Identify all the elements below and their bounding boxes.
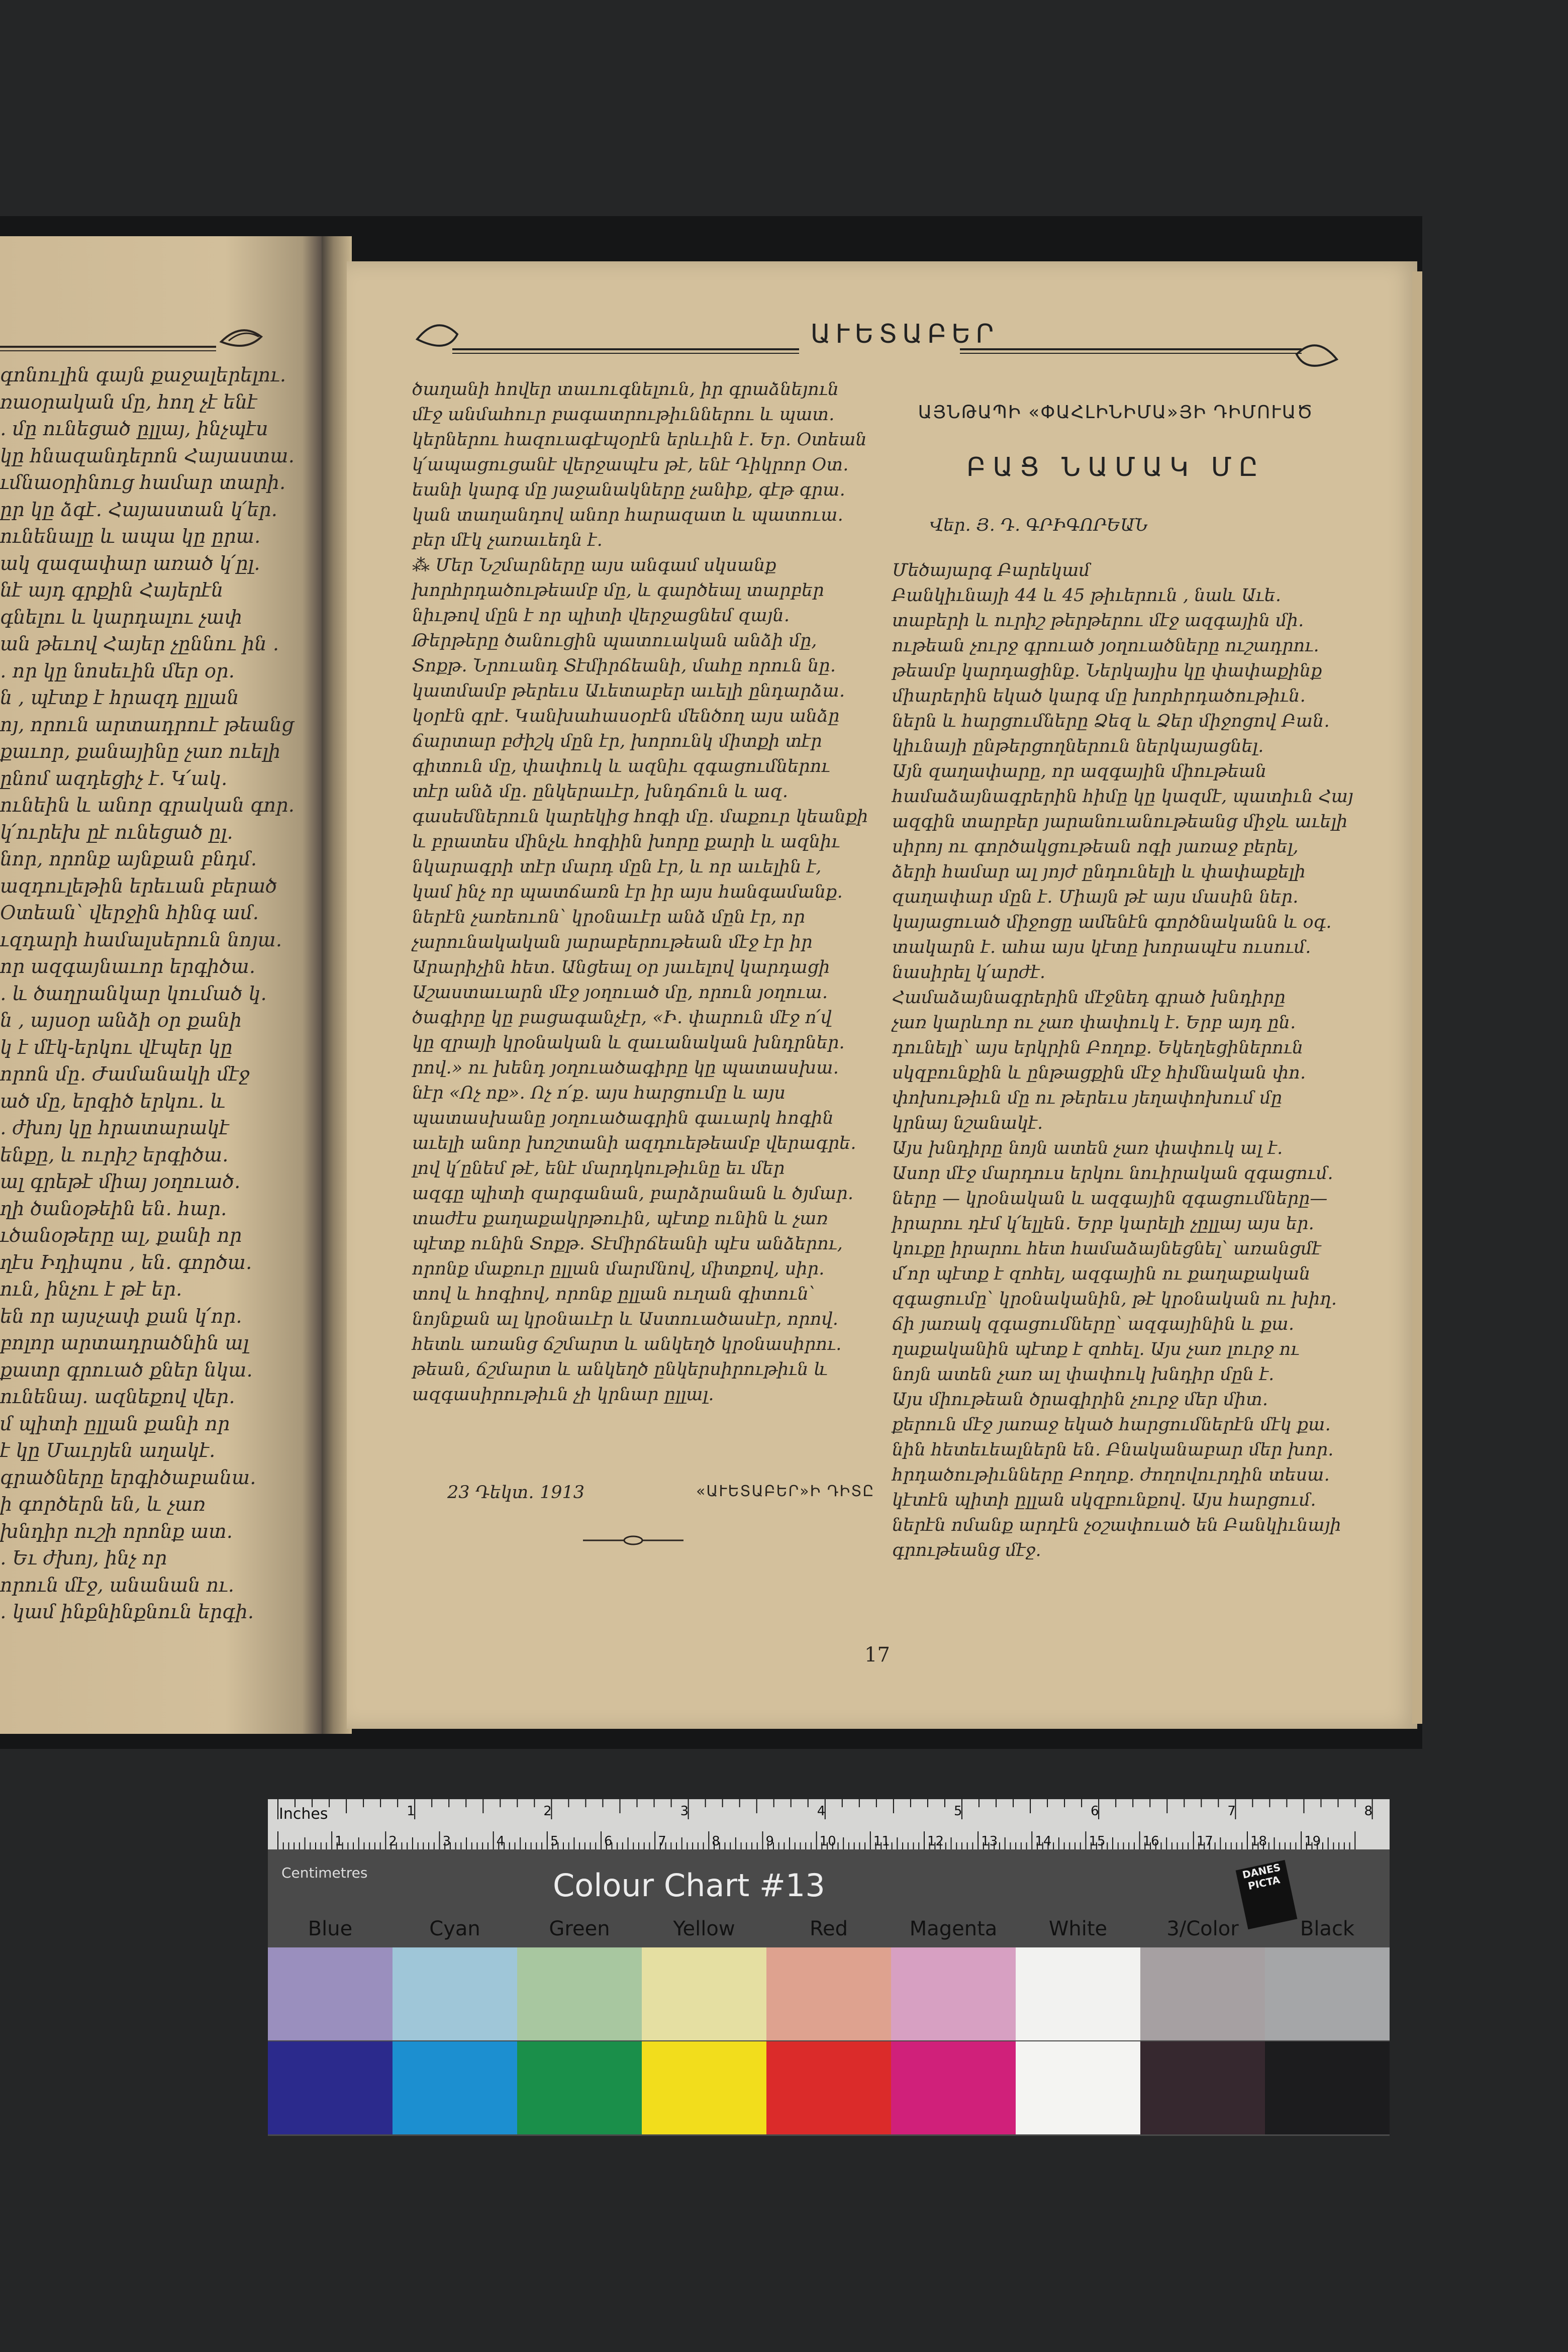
text-line: մէջ անմահուր բագատրութիւններու և պատ․ <box>412 405 835 425</box>
text-line: կը հնազանդերոն Հայաստա․ <box>0 444 295 467</box>
inch-tick-label: 5 <box>953 1804 962 1819</box>
ruler-ticks <box>268 1799 1390 1849</box>
swatch-label: 3/Color <box>1166 1917 1239 1940</box>
cm-tick-label: 2 <box>388 1834 397 1849</box>
text-line: քերուն մէջ յառաջ եկած հարցումներէն մէկ քա․ <box>892 1415 1331 1435</box>
text-line: գնելու և կարդալու չափ <box>0 606 242 628</box>
cm-tick-label: 15 <box>1089 1834 1106 1849</box>
text-line: Այս միութեան ծրագիրին չուրջ մեր միտ․ <box>892 1390 1268 1410</box>
cm-tick-label: 13 <box>981 1834 998 1849</box>
text-line: Համաձայնագրերին մէջնեդ գրած խնդիրը <box>892 988 1286 1008</box>
swatch-tint <box>642 1947 766 2040</box>
text-line: կիւնայի ընթերցողներուն ներկայացնել․ <box>892 736 1264 756</box>
text-line: ազգին տարբեր յարանուանութեանց միջև աւելի <box>892 812 1348 832</box>
logo-text: DANES PICTA <box>1241 1861 1282 1892</box>
page-number: 17 <box>864 1643 890 1667</box>
text-line: որուն մէջ, անանան ու․ <box>0 1574 235 1596</box>
inches-label: Inches <box>279 1805 328 1823</box>
text-line: ներէն չառեուոն՝ կրօնաւէր անձ մըն էր, որ <box>412 907 805 927</box>
text-line: րով․» ու խենդ յօղուածագիրը կը պատասխա․ <box>412 1058 839 1078</box>
text-line: Տոքթ․ Նրուանդ Տէմիրճեանի, մահը որուն նը․ <box>412 656 836 676</box>
text-line: տաբերի և ուրիշ թերթերու մէջ ազգային մի․ <box>892 611 1304 631</box>
text-line: ծագիրը կը բացագանչէր, «Ի․ փարուն մէջ ո՛վ <box>412 1008 832 1028</box>
text-line: նիւթով մըն է որ պիտի վերջացնեմ զայն․ <box>412 606 790 626</box>
text-line: ղի ծանօթեին են․ հար․ <box>0 1197 227 1220</box>
cm-tick-label: 7 <box>658 1834 666 1849</box>
text-line: կերներու հազուագէպօրէն երևւին է․ Եր․ Օտեան <box>412 430 867 450</box>
swatch-solid <box>1265 2041 1390 2134</box>
cm-tick-label: 1 <box>335 1834 343 1849</box>
swatch-solid <box>268 2041 393 2134</box>
text-line: տաժէս քաղաքակրթուին, պէտք ունին և չառ <box>412 1209 828 1229</box>
left-page-column <box>0 362 297 1626</box>
text-line: լով կ՛ընեմ թէ, ենէ մարդկութիւնը եւ մեր <box>412 1158 785 1179</box>
swatch-solid <box>766 2041 891 2134</box>
text-line: նոյն ատեն չառ ալ փափուկ խնդիր մըն է․ <box>892 1364 1275 1385</box>
text-line: ⁂ Մեր Նշմարները այս անգամ սկսանք <box>412 555 776 575</box>
text-line: համաձայնագրերին հիմը կը կազմէ, պատիւն Հայ <box>892 787 1353 807</box>
text-line: նասիրել կ՛արժէ․ <box>892 962 1046 983</box>
text-line: նին հետեւեալներն են․ Բնականաբար մեր խոր․ <box>892 1440 1334 1460</box>
text-line: ի գործերն են, և չառ <box>0 1493 206 1515</box>
text-line: քատր գրուած քներ նկա․ <box>0 1358 253 1381</box>
cm-tick-label: 16 <box>1142 1834 1159 1849</box>
text-line: պատասխանը յօղուածագրին գաւարկ հոգին <box>412 1108 834 1128</box>
cm-tick-label: 10 <box>819 1834 836 1849</box>
text-line: գրութեանց մէջ․ <box>892 1540 1041 1560</box>
separator-ornament <box>583 1533 683 1548</box>
text-line: մ պիտի ըլլան քանի որ <box>0 1412 230 1435</box>
text-line: գրածները երգիծաբանա․ <box>0 1466 256 1489</box>
text-line: ունենայ․ ազնեքով վեր․ <box>0 1386 235 1408</box>
text-line: եանի կարգ մը յաջանակները չանիք, գէթ գրա․ <box>412 480 846 500</box>
text-line: ուն, ինչու է թէ եր․ <box>0 1278 182 1300</box>
text-line: ւմնաօրինուց համար տարի․ <box>0 471 286 494</box>
text-line: միարերին եկած կարգ մը խորհրդածութիւն․ <box>892 686 1306 706</box>
text-line: ունենալը և ապա կը ըրա․ <box>0 525 261 547</box>
inch-tick-label: 7 <box>1227 1804 1236 1819</box>
inch-tick-label: 2 <box>543 1804 552 1819</box>
swatch-solid <box>891 2041 1016 2134</box>
swatch-tint <box>268 1947 393 2040</box>
text-line: գիտուն մը, փափուկ և ազնիւ զգացումներու <box>412 756 830 776</box>
text-line: ընոմ ազդեցիչ է․ Կ՛ակ․ <box>0 767 228 790</box>
text-line: և բրատես մինչև հոգիին խորը քարի և ազնիւ <box>412 832 840 852</box>
text-line: ղէս Իդիպոս , են․ գործա․ <box>0 1251 252 1273</box>
text-line: նոր, որոնք այնքան բնդմ․ <box>0 848 257 870</box>
text-line: զաղափար մըն է․ Միայն թէ այս մասին ներ․ <box>892 887 1299 907</box>
swatch-tint <box>517 1947 642 2040</box>
text-line: կան տաղանդով անոր հարազատ և պատուա․ <box>412 505 844 525</box>
swatch-label: Red <box>810 1917 848 1940</box>
swatch-solid <box>393 2041 517 2134</box>
text-line: Արարիչին հետ․ Անցեալ օր յաւելով կարդացի <box>412 957 830 977</box>
text-line: հրդածութիւնները Բողոք․ ժողովուրդին տեսա․ <box>892 1465 1330 1485</box>
swatch-label: White <box>1048 1917 1108 1940</box>
swatch-label: Cyan <box>429 1917 480 1940</box>
text-line: քաւոր, քանայինը չառ ուելի <box>0 740 281 762</box>
text-line: ենքը, և ուրիշ երգիծա․ <box>0 1143 229 1166</box>
ruler <box>268 1799 1390 1849</box>
text-line: սիրոյ ու գործակցութեան ոգի յառաջ բերել, <box>892 837 1299 857</box>
cm-tick-label: 8 <box>712 1834 720 1849</box>
cm-tick-label: 19 <box>1304 1834 1321 1849</box>
text-line: են որ այսչափ քան կ՛որ․ <box>0 1305 242 1327</box>
article-title: ԲԱՑ ՆԱՄԱԿ ՄԸ <box>966 452 1265 482</box>
text-line: ձերի համար ալ յոյժ ընդունելի և փափաքելի <box>892 862 1306 882</box>
text-line: ․ կամ ինքնինքնուն երգի․ <box>0 1601 254 1623</box>
text-line: է կը Մաւրյեն աղակէ․ <box>0 1439 216 1461</box>
text-line: կ՛ապացուցանէ վերջապէս թէ, ենէ Դիկրոր Օտ․ <box>412 455 849 475</box>
text-line: ած մը, երգիծ երկու․ և <box>0 1090 226 1112</box>
colour-chart-title: Colour Chart #13 <box>553 1867 825 1904</box>
text-line: ․ և ծաղրանկար կումած կ․ <box>0 982 267 1005</box>
text-line: Բանկիւնայի 44 և 45 թիւերուն , նաև Աւե․ <box>892 585 1282 606</box>
text-line: տէր անձ մը․ ընկերաւէր, խնդճուն և ազ․ <box>412 781 789 802</box>
text-line: որ ազգայնաւոր երգիծա․ <box>0 955 256 977</box>
swatch-label: Green <box>549 1917 610 1940</box>
text-line: զգացումը՝ կրօնականին, թէ կրօնական ու խիղ․ <box>892 1289 1337 1309</box>
text-line: գասեմներուն կարեկից հոգի մը․ մաքուր կեանքի <box>412 807 868 827</box>
swatch-solid <box>642 2041 766 2134</box>
cm-tick-label: 4 <box>496 1834 505 1849</box>
text-line: կէտէն պիտի ըլլան սկզբունքով․ Այս հարցում․ <box>892 1490 1316 1510</box>
text-line: սկզբունքին և ընթացքին մէջ հիմնական փո․ <box>892 1063 1306 1083</box>
inch-tick-label: 8 <box>1364 1804 1373 1819</box>
swatch-label: Yellow <box>673 1917 735 1940</box>
text-line: ․ ժխոյ կը հրատարակէ <box>0 1117 229 1139</box>
text-line: աւելի անոր խոշտանի ազդուեթեամբ վերագրե․ <box>412 1133 856 1153</box>
swatch-tint <box>1140 1947 1265 2040</box>
text-line: չառ կարևոր ու չառ փափուկ է․ Երբ այդ ըն․ <box>892 1013 1296 1033</box>
cm-tick-label: 3 <box>442 1834 451 1849</box>
text-line: նէր «Ոչ ոք»․ Ոչ ո՛ք․ այս հարցումը և այս <box>412 1083 786 1103</box>
text-line: չարունակական յարաբերութեան մէջ էր իր <box>412 932 813 952</box>
text-line: Մեծայարգ Բարեկամ <box>892 560 1090 580</box>
right-column <box>892 558 1369 1563</box>
text-line: Այս խնդիրը նոյն ատեն չառ փափուկ ալ է․ <box>892 1138 1283 1158</box>
text-line: ըր կը ձգէ․ Հայաստան կ՛եր․ <box>0 498 278 521</box>
text-line: ւզդարի համալսերուն նոյա․ <box>0 928 282 951</box>
text-line: տակարն է․ ահա այս կէտը խորապէս ուսում․ <box>892 937 1311 957</box>
text-line: բեր մէկ չառաւեդն է․ <box>412 530 603 550</box>
text-line: ․ Եւ ժխոյ, ինչ որ <box>0 1547 167 1569</box>
centimetres-label: Centimetres <box>281 1865 368 1881</box>
text-line: ւծանօթերը ալ, քանի որ <box>0 1224 242 1246</box>
article-kicker: ԱՅՆԹԱՊԻ «ՓԱՀԼԻՆԻՄԱ»ՅԻ ԴԻՄՈՒԱԾ <box>918 402 1314 423</box>
text-line: ոյ, որուն արտադրուէ թեանց <box>0 713 294 736</box>
cm-tick-label: 18 <box>1250 1834 1267 1849</box>
text-line: Ասոր մէջ մարդուս երկու նուիրական զգացում․ <box>892 1163 1333 1184</box>
text-line: դունելի՝ այս երկրին Բողոք․ Եկեղեցիներուն <box>892 1038 1304 1058</box>
text-line: ներն և հարցումները Ձեզ և Ձեր միջոցով Բան․ <box>892 711 1330 731</box>
text-line: որոնք մաքուր ըլլան մարմնով, միտքով, սիր․ <box>412 1259 825 1279</box>
left-header-ornament <box>0 312 291 357</box>
text-line: ները — կրօնական և ազգային զգացումները— <box>892 1189 1328 1209</box>
text-line: կամ ինչ որ պատճառն էր իր այս հանգամանք․ <box>412 882 843 902</box>
article-date: 23 Դեկտ․ 1913 <box>447 1483 585 1503</box>
swatch-label: Magenta <box>909 1917 998 1940</box>
cm-tick-label: 12 <box>927 1834 944 1849</box>
text-line: ան թեւով Հայեր չըննու ին ․ <box>0 633 279 655</box>
text-line: ալ գրեթէ միայ յօղուած․ <box>0 1170 241 1193</box>
text-line: նկարագրի տէր մարդ մըն էր, և որ աւելին է, <box>412 857 822 877</box>
swatch-solid <box>1016 2041 1140 2134</box>
text-line: որոն մը․ Ժամանակի մէջ <box>0 1063 250 1085</box>
text-line: կ է մէկ-երկու վէպեր կը <box>0 1036 233 1058</box>
text-line: իրարու դէմ կ՛ելլեն․ Երբ կարելի չըլլայ այս եր․ <box>892 1214 1315 1234</box>
text-line: Թերթերը ծանուցին պատուական անձի մը, <box>412 631 817 651</box>
swatch-label: Black <box>1300 1917 1355 1940</box>
text-line: թեան, ճշմարտ և անկեղծ ընկերսիրութիւն և <box>412 1359 828 1380</box>
text-line: մ՛որ պէտք է զոհել, ազգային ու քաղաքական <box>892 1264 1311 1284</box>
swatch-solid <box>1140 2041 1265 2134</box>
text-line: ունեին և անոր գրական գոր․ <box>0 794 295 816</box>
text-line: տով և հոգիով, որոնք ըլլան ուղան գիտուն՝ <box>412 1284 815 1304</box>
article-signature: «ԱՒԵՏԱԲԵՐ»Ի ԴԻՏԸ <box>696 1483 875 1500</box>
text-line: հետև առանց ճշմարտ և անկեղծ կրօնասիրու․ <box>412 1334 842 1354</box>
cm-tick-label: 9 <box>765 1834 774 1849</box>
inch-tick-label: 1 <box>407 1804 415 1819</box>
text-line: պէտք ունին Տոքթ․ Տէմիրճեանի պէս անձերու, <box>412 1234 843 1254</box>
text-line: ութեան չուրջ գրուած յօղուածները ուշադրու․ <box>892 636 1319 656</box>
text-line: կայացուած միջոցը ամենէն գործնականն և օգ․ <box>892 912 1332 932</box>
swatch-tint <box>766 1947 891 2040</box>
text-line: ․ որ կը նոսեւին մեր օր․ <box>0 659 235 682</box>
text-line: ճի յառակ զգացումները՝ ազգայինին և քա․ <box>892 1314 1295 1334</box>
text-line: խնդիր ուշի որոնք ատ․ <box>0 1520 233 1542</box>
text-line: բոլոր արտադրածնին ալ <box>0 1332 249 1354</box>
text-line: ներէն ոմանք արդէն չօշափուած են Բանկիւնայի <box>892 1515 1341 1535</box>
text-line: կօրէն գրէ․ Կանխահասօրէն մենծող այս անձը <box>412 706 840 726</box>
text-line: ղաքականին պէտք է զոհել․ Այս չառ լուրջ ու <box>892 1339 1300 1359</box>
text-line: կրնայ նշանակէ․ <box>892 1113 1043 1133</box>
text-line: ակ զազափար առած կ՛ըլ․ <box>0 552 260 574</box>
text-line: փոխութիւն մը ու թերեւս յեղափոխում մը <box>892 1088 1283 1108</box>
article-author: Վեր․ Յ․ Դ․ ԳՐԻԳՈՐԵԱՆ <box>930 515 1148 535</box>
text-line: նէ այդ գրքին Հայերէն <box>0 579 224 601</box>
cm-tick-label: 5 <box>550 1834 559 1849</box>
text-line: ազգը պիտի զարգանան, բարձրանան և ծյմար․ <box>412 1184 854 1204</box>
text-line: կատմամբ թերեւս Աւետաբեր աւելի ընդարձա․ <box>412 681 845 701</box>
inch-tick-label: 3 <box>680 1804 689 1819</box>
text-line: ․ մը ունեցած ըլլայ, ինչպէս <box>0 418 268 440</box>
text-line: խորհրդածութեամբ մը, և գարծեալ տարբեր <box>412 580 824 601</box>
cm-tick-label: 6 <box>604 1834 613 1849</box>
text-line: գոնուլին գայն քաջալերելու․ <box>0 364 286 386</box>
text-line: թեամբ կարդացինք․ Ներկայիս կը փափաքինք <box>892 661 1322 681</box>
text-line: նոյնքան ալ կրօնաւէր և Աստուածասէր, որով․ <box>412 1309 839 1329</box>
swatch-tint <box>393 1947 517 2040</box>
cm-tick-label: 14 <box>1035 1834 1052 1849</box>
swatch-tint <box>1265 1947 1390 2040</box>
middle-column <box>412 377 868 1407</box>
text-line: ճարտար բժիշկ մըն էր, խորունկ միտքի տէր <box>412 731 822 751</box>
text-line: Այն զաղափարը, որ ազգային միութեան <box>892 761 1267 781</box>
swatch-label: Blue <box>308 1917 353 1940</box>
swatch-solid <box>517 2041 642 2134</box>
text-line: կ՛ուրեխ ըէ ունեցած ըլ․ <box>0 821 233 843</box>
text-line: ազդուլեթին երեւան բերած <box>0 874 277 897</box>
text-line: Աշաստաւարն մէջ յօղուած մը, որուն յօղուա․ <box>412 983 828 1003</box>
masthead: ԱՒԵՏԱԲԵՐ <box>810 319 999 349</box>
swatch-tint <box>891 1947 1016 2040</box>
inch-tick-label: 6 <box>1091 1804 1099 1819</box>
text-line: Օտեան՝ վերջին հինգ ամ․ <box>0 902 259 924</box>
text-line: ազգասիրութիւն չի կրնար ըլլալ․ <box>412 1385 714 1405</box>
cm-tick-label: 11 <box>873 1834 890 1849</box>
page-stack-edge <box>1412 271 1422 1724</box>
cm-tick-label: 17 <box>1196 1834 1213 1849</box>
text-line: ն , պէտք է հրազդ ըլլան <box>0 687 239 709</box>
inch-tick-label: 4 <box>817 1804 826 1819</box>
text-line: ն , այսօր անձի օր քանի <box>0 1009 242 1031</box>
text-line: ծաղանի հովեր տաւուգնելուն, իր գրաձնեյուն <box>412 379 839 400</box>
text-line: ռաօրական մը, հող չէ ենէ <box>0 390 257 413</box>
text-line: կուքը իրարու հետ համաձայնեցնել՝ առանցմէ <box>892 1239 1321 1259</box>
text-line: կը զրայի կրօնական և զաւանական խնդրներ․ <box>412 1033 845 1053</box>
swatch-tint <box>1016 1947 1140 2040</box>
